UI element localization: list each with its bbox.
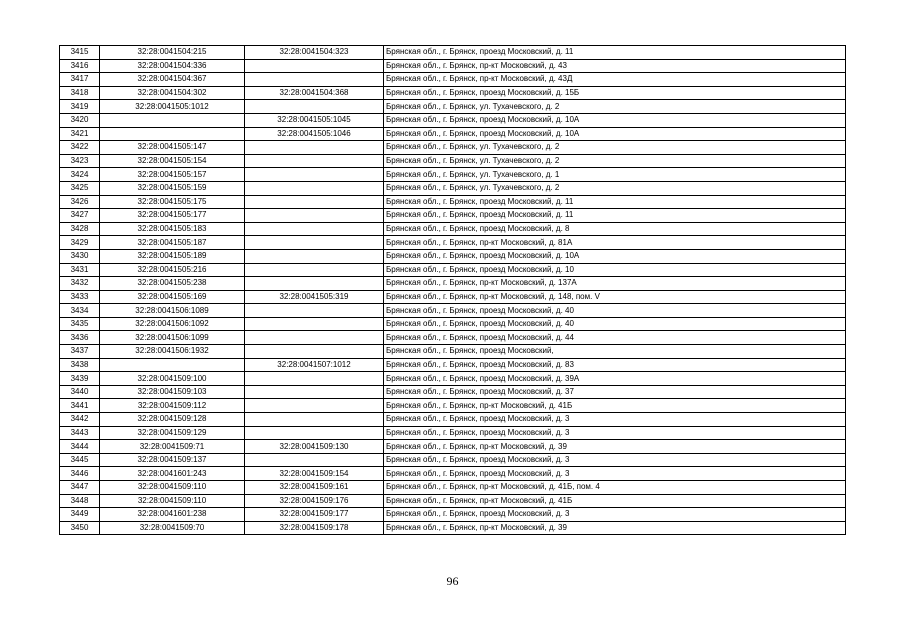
address-cell: Брянская обл., г. Брянск, пр-кт Московский, д. 137А (384, 277, 846, 291)
cadastral-number-cell: 32:28:0041504:336 (100, 59, 245, 73)
related-cadastral-number-cell (245, 59, 384, 73)
cadastral-number-cell: 32:28:0041505:159 (100, 181, 245, 195)
related-cadastral-number-cell (245, 317, 384, 331)
row-number-cell: 3439 (60, 372, 100, 386)
cadastral-number-cell: 32:28:0041509:103 (100, 385, 245, 399)
cadastral-number-cell: 32:28:0041504:215 (100, 46, 245, 60)
cadastral-number-cell: 32:28:0041509:129 (100, 426, 245, 440)
table-row (60, 141, 846, 155)
row-number-cell: 3432 (60, 277, 100, 291)
address-cell: Брянская обл., г. Брянск, проезд Московский, д. 44 (384, 331, 846, 345)
related-cadastral-number-cell (245, 331, 384, 345)
row-number-cell: 3435 (60, 317, 100, 331)
table-row (60, 181, 846, 195)
related-cadastral-number-cell: 32:28:0041504:323 (245, 46, 384, 60)
related-cadastral-number-cell: 32:28:0041509:130 (245, 440, 384, 454)
table-row (60, 426, 846, 440)
related-cadastral-number-cell (245, 209, 384, 223)
address-cell: Брянская обл., г. Брянск, проезд Московский, д. 3 (384, 426, 846, 440)
address-cell: Брянская обл., г. Брянск, проезд Московский, (384, 345, 846, 359)
cadastral-number-cell: 32:28:0041509:137 (100, 453, 245, 467)
related-cadastral-number-cell (245, 385, 384, 399)
table-row (60, 290, 846, 304)
related-cadastral-number-cell (245, 426, 384, 440)
cadastral-number-cell: 32:28:0041509:110 (100, 481, 245, 495)
table-row (60, 127, 846, 141)
row-number-cell: 3426 (60, 195, 100, 209)
address-cell: Брянская обл., г. Брянск, пр-кт Московский, д. 43 (384, 59, 846, 73)
cadastral-number-cell (100, 358, 245, 372)
table-row (60, 304, 846, 318)
cadastral-number-cell: 32:28:0041509:71 (100, 440, 245, 454)
address-cell: Брянская обл., г. Брянск, проезд Московский, д. 11 (384, 46, 846, 60)
table-row (60, 86, 846, 100)
address-cell: Брянская обл., г. Брянск, пр-кт Московский, д. 43Д (384, 73, 846, 87)
related-cadastral-number-cell: 32:28:0041504:368 (245, 86, 384, 100)
cadastral-number-cell: 32:28:0041506:1092 (100, 317, 245, 331)
row-number-cell: 3449 (60, 508, 100, 522)
table-row (60, 222, 846, 236)
cadastral-number-cell: 32:28:0041505:238 (100, 277, 245, 291)
row-number-cell: 3430 (60, 249, 100, 263)
table-row (60, 453, 846, 467)
cadastral-number-cell: 32:28:0041506:1089 (100, 304, 245, 318)
cadastral-number-cell: 32:28:0041504:302 (100, 86, 245, 100)
address-cell: Брянская обл., г. Брянск, проезд Московский, д. 11 (384, 195, 846, 209)
row-number-cell: 3433 (60, 290, 100, 304)
related-cadastral-number-cell (245, 236, 384, 250)
related-cadastral-number-cell (245, 345, 384, 359)
row-number-cell: 3431 (60, 263, 100, 277)
related-cadastral-number-cell: 32:28:0041505:319 (245, 290, 384, 304)
table-row (60, 249, 846, 263)
row-number-cell: 3443 (60, 426, 100, 440)
cadastral-number-cell: 32:28:0041509:70 (100, 521, 245, 535)
cadastral-number-cell: 32:28:0041504:367 (100, 73, 245, 87)
row-number-cell: 3447 (60, 481, 100, 495)
cadastral-number-cell: 32:28:0041506:1932 (100, 345, 245, 359)
related-cadastral-number-cell (245, 372, 384, 386)
cadastral-number-cell: 32:28:0041505:189 (100, 249, 245, 263)
row-number-cell: 3444 (60, 440, 100, 454)
related-cadastral-number-cell (245, 181, 384, 195)
related-cadastral-number-cell: 32:28:0041507:1012 (245, 358, 384, 372)
row-number-cell: 3441 (60, 399, 100, 413)
related-cadastral-number-cell: 32:28:0041509:154 (245, 467, 384, 481)
address-cell: Брянская обл., г. Брянск, проезд Московский, д. 3 (384, 413, 846, 427)
address-cell: Брянская обл., г. Брянск, проезд Московский, д. 10А (384, 127, 846, 141)
cadastral-number-cell (100, 113, 245, 127)
address-cell: Брянская обл., г. Брянск, проезд Московский, д. 3 (384, 453, 846, 467)
row-number-cell: 3429 (60, 236, 100, 250)
registry-table-body (60, 46, 846, 535)
table-row (60, 277, 846, 291)
row-number-cell: 3438 (60, 358, 100, 372)
address-cell: Брянская обл., г. Брянск, ул. Тухачевского, д. 1 (384, 168, 846, 182)
table-row (60, 209, 846, 223)
address-cell: Брянская обл., г. Брянск, проезд Московский, д. 3 (384, 508, 846, 522)
cadastral-number-cell: 32:28:0041505:154 (100, 154, 245, 168)
page-number: 96 (446, 574, 459, 588)
cadastral-number-cell: 32:28:0041505:216 (100, 263, 245, 277)
cadastral-number-cell: 32:28:0041601:243 (100, 467, 245, 481)
address-cell: Брянская обл., г. Брянск, ул. Тухачевского, д. 2 (384, 181, 846, 195)
table-row (60, 59, 846, 73)
related-cadastral-number-cell (245, 73, 384, 87)
cadastral-number-cell: 32:28:0041601:238 (100, 508, 245, 522)
cadastral-number-cell: 32:28:0041505:147 (100, 141, 245, 155)
related-cadastral-number-cell (245, 222, 384, 236)
table-row (60, 399, 846, 413)
related-cadastral-number-cell (245, 453, 384, 467)
related-cadastral-number-cell (245, 168, 384, 182)
row-number-cell: 3434 (60, 304, 100, 318)
cadastral-number-cell: 32:28:0041505:183 (100, 222, 245, 236)
row-number-cell: 3416 (60, 59, 100, 73)
related-cadastral-number-cell: 32:28:0041509:176 (245, 494, 384, 508)
row-number-cell: 3436 (60, 331, 100, 345)
row-number-cell: 3450 (60, 521, 100, 535)
related-cadastral-number-cell: 32:28:0041505:1045 (245, 113, 384, 127)
address-cell: Брянская обл., г. Брянск, проезд Московский, д. 39А (384, 372, 846, 386)
table-row (60, 100, 846, 114)
address-cell: Брянская обл., г. Брянск, проезд Московский, д. 10 (384, 263, 846, 277)
related-cadastral-number-cell: 32:28:0041505:1046 (245, 127, 384, 141)
row-number-cell: 3422 (60, 141, 100, 155)
row-number-cell: 3415 (60, 46, 100, 60)
table-row (60, 481, 846, 495)
related-cadastral-number-cell: 32:28:0041509:178 (245, 521, 384, 535)
table-row (60, 73, 846, 87)
address-cell: Брянская обл., г. Брянск, проезд Московский, д. 10А (384, 249, 846, 263)
related-cadastral-number-cell (245, 263, 384, 277)
table-row (60, 317, 846, 331)
row-number-cell: 3442 (60, 413, 100, 427)
address-cell: Брянская обл., г. Брянск, пр-кт Московский, д. 41Б (384, 494, 846, 508)
table-row (60, 508, 846, 522)
row-number-cell: 3420 (60, 113, 100, 127)
row-number-cell: 3428 (60, 222, 100, 236)
related-cadastral-number-cell (245, 154, 384, 168)
related-cadastral-number-cell (245, 413, 384, 427)
table-row (60, 113, 846, 127)
related-cadastral-number-cell (245, 277, 384, 291)
related-cadastral-number-cell (245, 141, 384, 155)
row-number-cell: 3440 (60, 385, 100, 399)
cadastral-number-cell: 32:28:0041505:177 (100, 209, 245, 223)
related-cadastral-number-cell (245, 304, 384, 318)
row-number-cell: 3437 (60, 345, 100, 359)
row-number-cell: 3421 (60, 127, 100, 141)
cadastral-number-cell: 32:28:0041505:169 (100, 290, 245, 304)
row-number-cell: 3445 (60, 453, 100, 467)
address-cell: Брянская обл., г. Брянск, пр-кт Московский, д. 39 (384, 440, 846, 454)
table-row (60, 46, 846, 60)
table-row (60, 263, 846, 277)
address-cell: Брянская обл., г. Брянск, пр-кт Московский, д. 41Б, пом. 4 (384, 481, 846, 495)
address-cell: Брянская обл., г. Брянск, проезд Московский, д. 83 (384, 358, 846, 372)
related-cadastral-number-cell (245, 195, 384, 209)
table-row (60, 358, 846, 372)
address-cell: Брянская обл., г. Брянск, пр-кт Московский, д. 81А (384, 236, 846, 250)
row-number-cell: 3448 (60, 494, 100, 508)
address-cell: Брянская обл., г. Брянск, ул. Тухачевского, д. 2 (384, 154, 846, 168)
table-row (60, 494, 846, 508)
cadastral-number-cell: 32:28:0041505:175 (100, 195, 245, 209)
table-row (60, 195, 846, 209)
row-number-cell: 3418 (60, 86, 100, 100)
row-number-cell: 3419 (60, 100, 100, 114)
address-cell: Брянская обл., г. Брянск, проезд Московский, д. 8 (384, 222, 846, 236)
table-row (60, 413, 846, 427)
related-cadastral-number-cell (245, 399, 384, 413)
cadastral-number-cell: 32:28:0041506:1099 (100, 331, 245, 345)
row-number-cell: 3446 (60, 467, 100, 481)
row-number-cell: 3424 (60, 168, 100, 182)
table-row (60, 236, 846, 250)
table-row (60, 467, 846, 481)
table-row (60, 385, 846, 399)
address-cell: Брянская обл., г. Брянск, проезд Московский, д. 10А (384, 113, 846, 127)
cadastral-number-cell: 32:28:0041509:128 (100, 413, 245, 427)
address-cell: Брянская обл., г. Брянск, проезд Московский, д. 3 (384, 467, 846, 481)
address-cell: Брянская обл., г. Брянск, пр-кт Московский, д. 148, пом. V (384, 290, 846, 304)
table-row (60, 345, 846, 359)
address-cell: Брянская обл., г. Брянск, проезд Московский, д. 37 (384, 385, 846, 399)
table-row (60, 168, 846, 182)
address-cell: Брянская обл., г. Брянск, проезд Московский, д. 40 (384, 304, 846, 318)
row-number-cell: 3417 (60, 73, 100, 87)
related-cadastral-number-cell: 32:28:0041509:177 (245, 508, 384, 522)
address-cell: Брянская обл., г. Брянск, проезд Московский, д. 11 (384, 209, 846, 223)
table-row (60, 154, 846, 168)
cadastral-number-cell: 32:28:0041509:100 (100, 372, 245, 386)
address-cell: Брянская обл., г. Брянск, ул. Тухачевского, д. 2 (384, 141, 846, 155)
cadastral-number-cell: 32:28:0041505:1012 (100, 100, 245, 114)
table-row (60, 372, 846, 386)
cadastral-number-cell: 32:28:0041509:110 (100, 494, 245, 508)
address-cell: Брянская обл., г. Брянск, проезд Московский, д. 40 (384, 317, 846, 331)
cadastral-number-cell: 32:28:0041505:187 (100, 236, 245, 250)
related-cadastral-number-cell (245, 249, 384, 263)
cadastral-number-cell: 32:28:0041509:112 (100, 399, 245, 413)
cadastral-number-cell: 32:28:0041505:157 (100, 168, 245, 182)
address-cell: Брянская обл., г. Брянск, проезд Московский, д. 15Б (384, 86, 846, 100)
row-number-cell: 3425 (60, 181, 100, 195)
address-cell: Брянская обл., г. Брянск, ул. Тухачевского, д. 2 (384, 100, 846, 114)
address-cell: Брянская обл., г. Брянск, пр-кт Московский, д. 41Б (384, 399, 846, 413)
related-cadastral-number-cell (245, 100, 384, 114)
address-cell: Брянская обл., г. Брянск, пр-кт Московский, д. 39 (384, 521, 846, 535)
registry-table (59, 45, 846, 535)
related-cadastral-number-cell: 32:28:0041509:161 (245, 481, 384, 495)
table-row (60, 521, 846, 535)
cadastral-number-cell (100, 127, 245, 141)
table-row (60, 331, 846, 345)
row-number-cell: 3427 (60, 209, 100, 223)
row-number-cell: 3423 (60, 154, 100, 168)
table-row (60, 440, 846, 454)
